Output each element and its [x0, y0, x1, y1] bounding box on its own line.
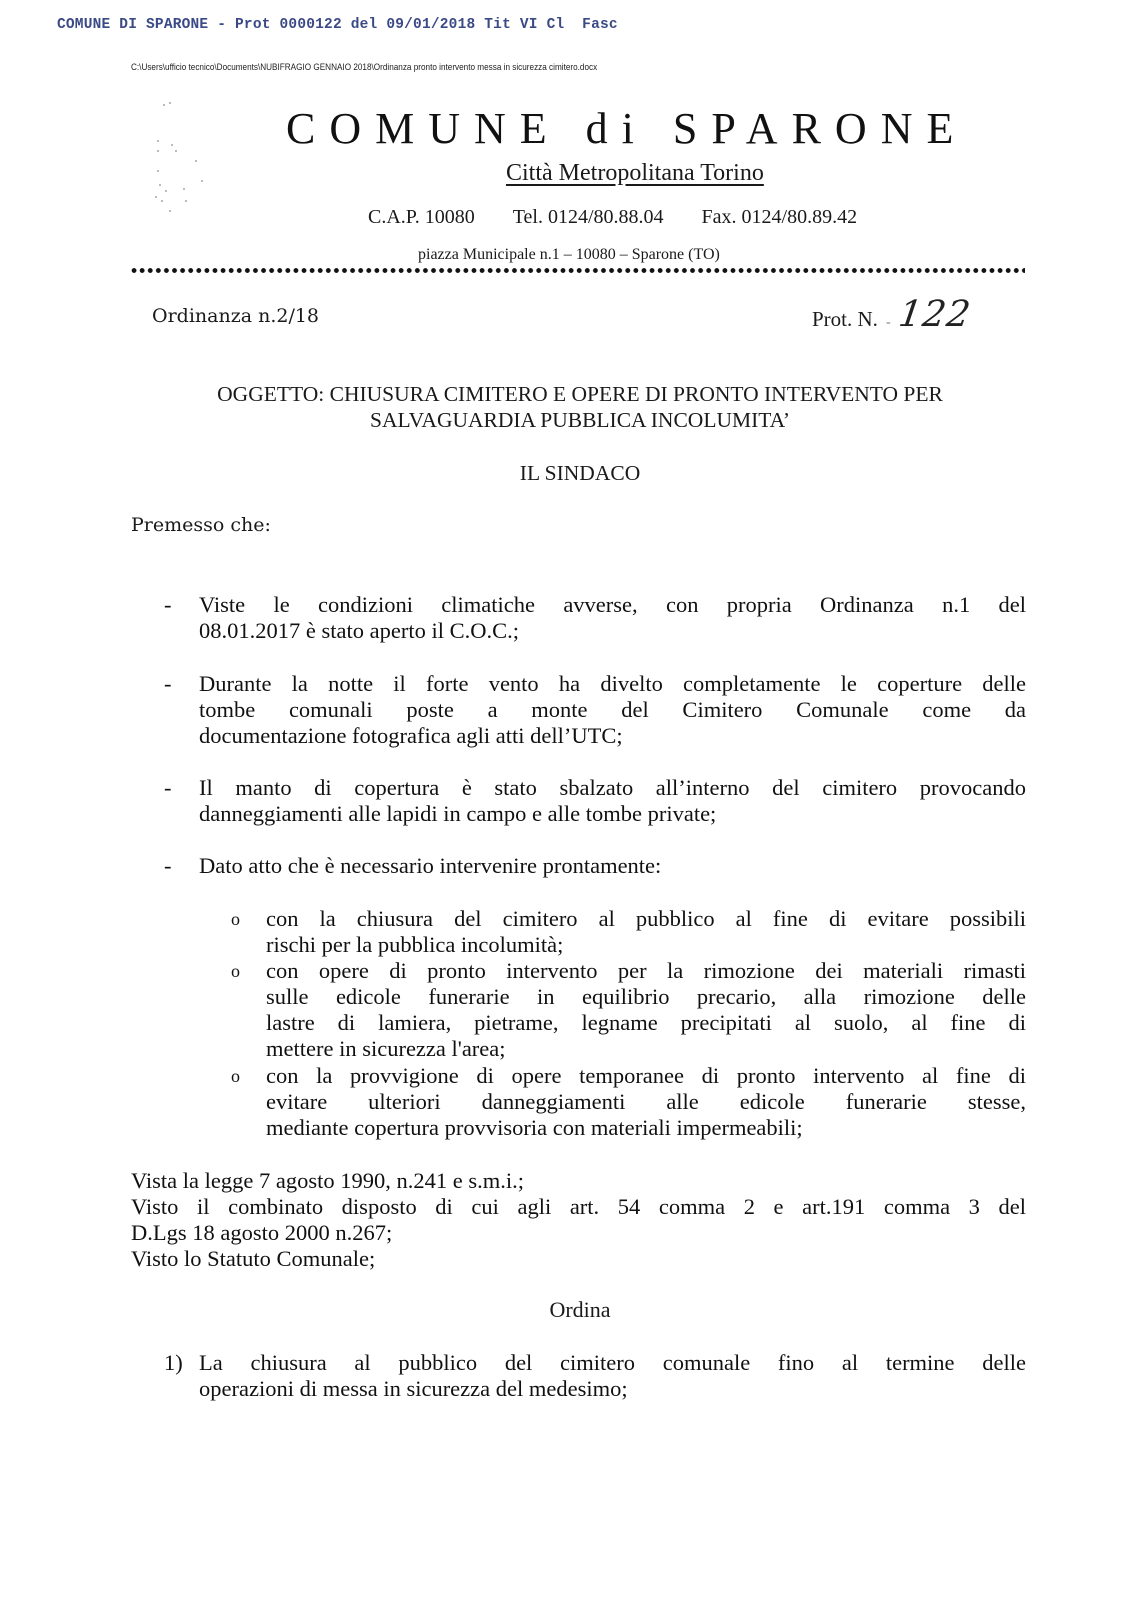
bullet-dash: -: [164, 853, 172, 878]
bullet-dash: -: [164, 671, 172, 696]
premise-item: [164, 775, 1026, 827]
circle-bullet: o: [231, 909, 240, 929]
sub-item-line: evitare ulteriori danneggiamenti alle edicole funerarie stesse,: [266, 1089, 1026, 1114]
fax: Fax. 0124/80.89.42: [701, 206, 858, 228]
sub-item-line: rischi per la pubblica incolumità;: [266, 932, 564, 957]
premise-line: Durante la notte il forte vento ha divelto completamente le coperture delle: [199, 671, 1026, 696]
sub-item-line: con opere di pronto intervento per la rimozione dei materiali rimasti: [266, 958, 1026, 983]
legal-ref-line: Vista la legge 7 agosto 1990, n.241 e s.m.i.;: [131, 1168, 524, 1193]
protocol-label: Prot. N.: [812, 307, 878, 331]
premise-item: [164, 592, 1026, 644]
premise-line: Dato atto che è necessario intervenire prontamente:: [199, 853, 662, 878]
premise-line: tombe comunali poste a monte del Cimitero Comunale come da: [199, 697, 1026, 722]
circle-bullet: o: [231, 1066, 240, 1086]
dotted-divider: [130, 268, 1025, 273]
subject-line-2: SALVAGUARDIA PUBBLICA INCOLUMITA’: [370, 408, 790, 432]
protocol-dash: -: [885, 315, 891, 330]
sub-item: [231, 1063, 1026, 1141]
subject-line-1: OGGETTO: CHIUSURA CIMITERO E OPERE DI PRONTO INTERVENTO PER: [217, 382, 943, 406]
postal-code: C.A.P. 10080: [368, 206, 475, 228]
municipality-title: COMUNE di SPARONE: [286, 104, 968, 153]
premise-line: 08.01.2017 è stato aperto il C.O.C.;: [199, 618, 519, 643]
premise-line: documentazione fotografica agli atti dell’UTC;: [199, 723, 623, 748]
premise-item: [164, 671, 1026, 749]
premise-line: Viste le condizioni climatiche avverse, con propria Ordinanza n.1 del: [199, 592, 1026, 617]
order-number: 1): [164, 1350, 183, 1375]
sub-item-line: mettere in sicurezza l'area;: [266, 1036, 506, 1061]
premise-item: [164, 853, 1026, 879]
bullet-dash: -: [164, 775, 172, 800]
circle-bullet: o: [231, 961, 240, 981]
premesso-che: Premesso che:: [131, 514, 271, 536]
premise-line: danneggiamenti alle lapidi in campo e alle tombe private;: [199, 801, 717, 826]
contact-line: [368, 206, 857, 229]
sub-item-line: lastre di lamiera, pietrame, legname precipitati al suolo, al fine di: [266, 1010, 1026, 1035]
file-path: C:\Users\ufficio tecnico\Documents\NUBIFRAGIO GENNAIO 2018\Ordinanza pronto intervento messa in sicurezza cimitero.docx: [131, 62, 598, 73]
order-line: operazioni di messa in sicurezza del medesimo;: [199, 1376, 628, 1401]
sub-item-line: con la chiusura del cimitero al pubblico al fine di evitare possibili: [266, 906, 1026, 931]
protocol-stamp: COMUNE DI SPARONE - Prot 0000122 del 09/01/2018 Tit VI Cl Fasc: [57, 17, 618, 33]
legal-references: [131, 1168, 1026, 1272]
subject: [130, 381, 1030, 433]
bullet-dash: -: [164, 592, 172, 617]
order-line: La chiusura al pubblico del cimitero comunale fino al termine delle: [199, 1350, 1026, 1375]
telephone: Tel. 0124/80.88.04: [512, 206, 664, 228]
legal-ref-line: Visto lo Statuto Comunale;: [131, 1246, 376, 1271]
legal-ref-line: Visto il combinato disposto di cui agli art. 54 comma 2 e art.191 comma 3 del: [131, 1194, 1026, 1219]
sub-item: [231, 958, 1026, 1062]
ordinance-number: Ordinanza n.2/18: [152, 305, 320, 327]
protocol-number: [812, 294, 974, 335]
sub-item: [231, 906, 1026, 958]
municipality-subtitle: Città Metropolitana Torino: [506, 160, 764, 186]
sub-item-line: con la provvigione di opere temporanee di pronto intervento al fine di: [266, 1063, 1026, 1088]
sub-item-line: sulle edicole funerarie in equilibrio precario, alla rimozione delle: [266, 984, 1026, 1009]
il-sindaco-heading: IL SINDACO: [519, 461, 641, 485]
premise-line: Il manto di copertura è stato sbalzato all’interno del cimitero provocando: [199, 775, 1026, 800]
order-item: [164, 1350, 1026, 1402]
ordina-heading: Ordina: [549, 1297, 611, 1322]
sub-item-line: mediante copertura provvisoria con materiali impermeabili;: [266, 1115, 803, 1140]
coat-of-arms-icon: [155, 100, 225, 220]
legal-ref-line: D.Lgs 18 agosto 2000 n.267;: [131, 1220, 393, 1245]
handwritten-protocol-number: 122: [895, 294, 974, 335]
address: piazza Municipale n.1 – 10080 – Sparone (TO): [418, 246, 720, 263]
